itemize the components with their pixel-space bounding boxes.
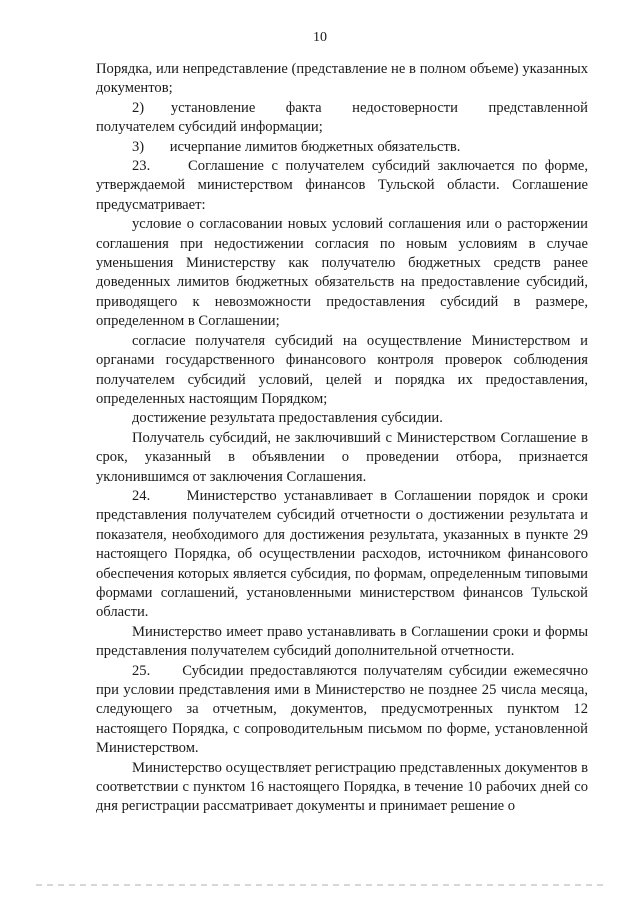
clause-25: 25. Субсидии предоставляются получателям субсидии ежемесячно при условии представления ими в Министерство не позднее 25 числа месяца, следующего за отчетным, документов, предусмотренных пунктом 12 настоящего Порядка, с сопроводительным письмом по форме, установленной Министерством. xyxy=(96,662,588,757)
clause-23-refusal: Получатель субсидий, не заключивший с Министерством Соглашение в срок, указанный в объявлении о проведении отбора, признается уклонившимся от заключения Соглашения. xyxy=(96,429,588,485)
clause-24-additional: Министерство имеет право устанавливать в Соглашении сроки и формы представления получателем субсидий дополнительной отчетности. xyxy=(96,623,588,660)
list-item-3: 3) исчерпание лимитов бюджетных обязательств. xyxy=(132,138,461,155)
clause-23-condition-1: условие о согласовании новых условий соглашения или о расторжении соглашения при недостижении согласия по новым условиям в случае уменьшения Министерству как получателю бюджетных средств ранее доведенных лимитов бюджетных обязательств на предоставление субсидий, приводящего к невозможности предоставления субсидий в размере, определенном в Соглашении; xyxy=(96,216,588,330)
page-number: 10 xyxy=(313,30,327,45)
paragraph-continuation: Порядка, или непредставление (представление не в полном объеме) указанных документов; xyxy=(96,61,588,97)
scan-artifact-line xyxy=(36,884,606,886)
clause-25-registration: Министерство осуществляет регистрацию представленных документов в соответствии с пунктом 16 настоящего Порядка, в течение 10 рабочих дней со дня регистрации рассматривает документы и принимает решение о xyxy=(96,759,588,815)
list-item-2: 2) установление факта недостоверности представленной получателем субсидий информации; xyxy=(96,99,588,136)
clause-23: 23. Соглашение с получателем субсидий заключается по форме, утверждаемой министерством финансов Тульской области. Соглашение предусматривает: xyxy=(96,158,588,213)
document-body xyxy=(96,60,588,817)
clause-24: 24. Министерство устанавливает в Соглашении порядок и сроки представления получателем субсидий отчетности о достижении результата и показателя, необходимого для достижения результата, указанных в пункте 29 настоящего Порядка, об осуществлении расходов, источником финансового обеспечения которых является субсидия, по формам, определенным типовыми формами соглашений, установленными министерством финансов Тульской области. xyxy=(96,487,588,621)
clause-23-condition-3: достижение результата предоставления субсидии. xyxy=(132,410,443,427)
clause-23-condition-2: согласие получателя субсидий на осуществление Министерством и органами государственного финансового контроля проверок соблюдения получателем субсидий условий, целей и порядка их предоставления, определенных настоящим Порядком; xyxy=(96,332,588,407)
